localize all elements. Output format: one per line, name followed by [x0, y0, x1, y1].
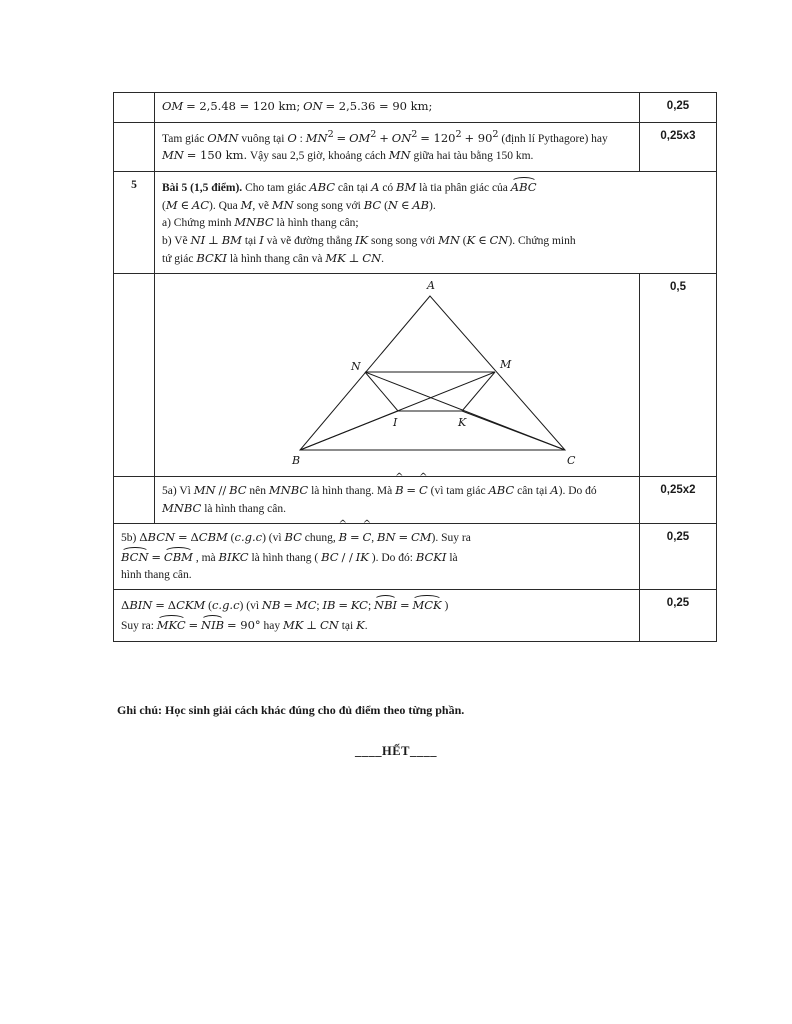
row-content-cell: Bài 5 (1,5 điểm). Cho tam giác ABC cân tại A có BM là tia phân giác của ABC (M ∈ AC). Qua M, vẽ MN song song với BC (N ∈ AB). a) Chứng minh MNBC là hình thang cân; b) Vẽ NI ⊥ BM tại I và vẽ đường thẳng IK song song với MN (K ∈ CN). Chứng minh tứ giác BCKI là hình thang cân và MK ⊥ CN.: [155, 171, 717, 273]
row-number-cell: [114, 274, 155, 477]
table-row: [114, 524, 717, 590]
triangle-diagram: [155, 274, 625, 470]
figure-label-N: N: [351, 360, 361, 374]
row-number-cell: [114, 122, 155, 171]
figure-label-C: C: [567, 454, 576, 468]
table-row: [114, 274, 717, 477]
row-number-cell: 5: [114, 171, 155, 273]
answer-table: [113, 92, 717, 642]
row-score-cell: 0,25x3: [640, 122, 717, 171]
figure-label-A: A: [427, 279, 435, 293]
table-row: [114, 171, 717, 273]
row-number-cell: [114, 93, 155, 123]
row-content-cell: 5b) ΔBCN = ΔCBM (c.g.c) (vì BC chung, ^ B = ^ C, BN = CM). Suy ra BCN = CBM , mà BIKC là hình thang ( BC / / IK ). Do đó: BCKI là hình thang cân.: [114, 524, 640, 590]
figure-label-K: K: [458, 416, 467, 430]
row-content-cell: Tam giác OMN vuông tại O : $MN^2 = OM^2 + ON^2 = 120^2 + 90^2$ (định lí Pythagore) hay MN = 150 km. Vậy sau 2,5 giờ, khoảng cách MN giữa hai tàu bằng 150 km.: [155, 122, 640, 171]
row-number-cell: [114, 476, 155, 523]
table-row: [114, 476, 717, 523]
end-mark: ____HẾT____: [355, 744, 437, 758]
table-row: [114, 590, 717, 641]
row-score-cell: 0,25: [640, 524, 717, 590]
geometry-figure-cell: [155, 274, 640, 477]
figure-label-B: B: [292, 454, 301, 468]
row-content-cell: ΔBIN = ΔCKM (c.g.c) (vì NB = MC; IB = KC; NBI = MCK ) Suy ra: MKC = NIB = 90° hay MK ⊥ CN tại K.: [114, 590, 640, 641]
row-score-cell: 0,25x2: [640, 476, 717, 523]
row-score-cell: 0,5: [640, 274, 717, 477]
figure-label-M: M: [500, 358, 512, 372]
figure-label-I: I: [393, 416, 398, 430]
table-row: [114, 93, 717, 123]
row-content-cell: OM = 2,5.48 = 120 km; ON = 2,5.36 = 90 km;: [155, 93, 640, 123]
row-score-cell: 0,25: [640, 93, 717, 123]
row-content-cell: 5a) Vì MN // BC nên MNBC là hình thang. Mà ^ B = ^ C (vì tam giác ABC cân tại A). Do đó MNBC là hình thang cân.: [155, 476, 640, 523]
row-score-cell: 0,25: [640, 590, 717, 641]
footer-note: Ghi chú: Học sinh giải cách khác đúng cho đủ điểm theo từng phần.: [117, 703, 465, 717]
table-row: [114, 122, 717, 171]
